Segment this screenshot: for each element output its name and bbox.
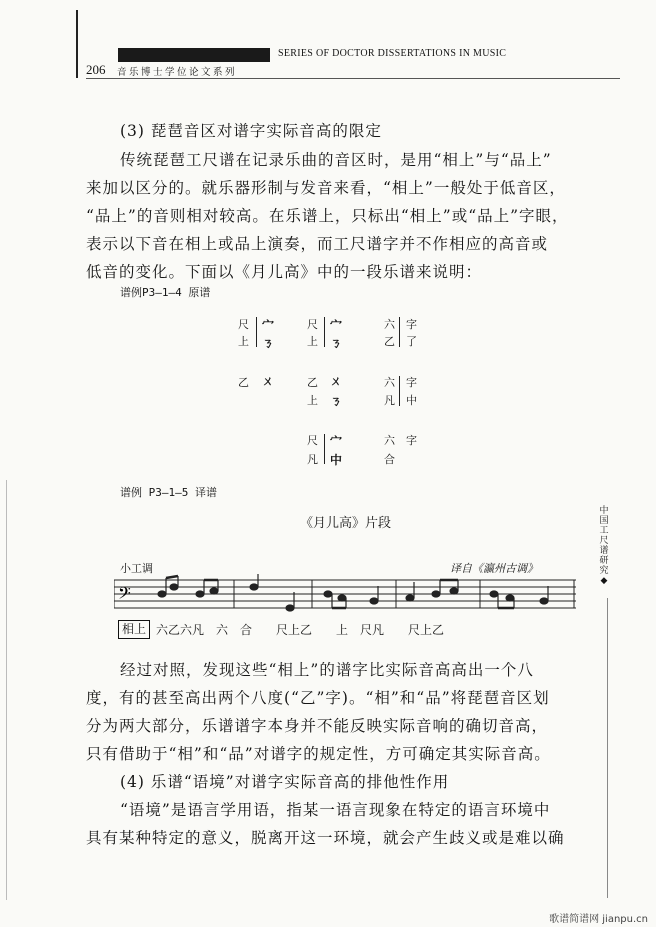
- section3-heading: (3) 琵琶音区对谱字实际音高的限定: [120, 122, 382, 140]
- notation-bar: [399, 317, 400, 347]
- tablature-glyph: 宀: [330, 318, 343, 332]
- paragraph-line: 表示以下音在相上或品上演奏，而工尺谱字并不作相应的高音或: [86, 235, 549, 253]
- notation-bar: [256, 317, 257, 347]
- page-number: 206: [86, 62, 106, 77]
- notation-char: 六: [384, 434, 395, 447]
- notation-side-char: 中: [406, 394, 417, 407]
- paragraph-line: 低音的变化。下面以《月儿高》中的一段乐谱来说明：: [86, 263, 483, 281]
- paragraph-line: 只有借助于“相”和“品”对谱字的规定性，方可确定其实际音高。: [86, 745, 551, 763]
- paragraph-line: 具有某种特定的意义，脱离开这一环境，就会产生歧义或是难以确: [86, 829, 565, 847]
- key-label: 小工调: [120, 562, 153, 575]
- header-black-bar: [118, 48, 270, 62]
- paragraph-line: 分为两大部分，乐谱谱字本身并不能反映实际音响的确切音高，: [86, 717, 549, 735]
- paragraph-line: 来加以区分的。就乐器形制与发音来看，“相上”一般处于低音区，: [86, 179, 566, 197]
- header-left-rule: [76, 10, 78, 78]
- notation-bar: [324, 434, 325, 464]
- notation-char: 上: [238, 335, 249, 348]
- tablature-glyph: ㄋ: [330, 336, 343, 350]
- side-running-title: 中国工尺谱研究◆: [599, 506, 609, 586]
- excerpt-title: 《月儿高》片段: [300, 516, 392, 531]
- notation-char: 上: [307, 335, 318, 348]
- notation-char: 凡: [307, 453, 318, 466]
- notation-char: 凡: [384, 394, 395, 407]
- notation-char: 尺: [307, 434, 318, 447]
- source-label: 译自《瀛州古调》: [450, 562, 538, 575]
- section4-heading: (4) 乐谱“语境”对谱字实际音高的排他性作用: [120, 773, 450, 791]
- tablature-glyph: ㄋ: [262, 336, 275, 350]
- tablature-glyph: 宀: [330, 434, 343, 448]
- example2-caption: 谱例 P3—1—5 译谱: [120, 486, 217, 499]
- notation-char: 六: [384, 376, 395, 389]
- paragraph-line: “品上”的音则相对较高。在乐谱上，只标出“相上”或“品上”字眼，: [86, 207, 569, 225]
- tablature-glyph: 宀: [262, 318, 275, 332]
- notation-side-char: 了: [406, 335, 417, 348]
- notation-side-char: 字: [406, 376, 417, 389]
- header-divider: [86, 78, 620, 79]
- mode-box-xiangshang: 相上: [118, 620, 150, 639]
- notation-bar: [399, 376, 400, 406]
- side-rule: [607, 598, 608, 898]
- notation-char: 乙: [307, 376, 318, 389]
- tablature-glyph: ㄨ: [330, 374, 343, 388]
- paragraph-line: 经过对照，发现这些“相上”的谱字比实际音高高出一个八: [120, 661, 534, 679]
- series-title: SERIES OF DOCTOR DISSERTATIONS IN MUSIC: [278, 48, 507, 59]
- notation-char: 乙: [238, 376, 249, 389]
- notation-char: 尺: [238, 318, 249, 331]
- notation-char: 合: [384, 453, 395, 466]
- notation-char: 上: [307, 394, 318, 407]
- watermark: 歌谱简谱网 jianpu.cn: [549, 914, 648, 925]
- notation-char: 尺: [307, 318, 318, 331]
- notation-bar: [324, 317, 325, 347]
- notation-side-char: 字: [406, 434, 417, 447]
- scan-edge-line: [6, 480, 7, 900]
- notation-char: 六: [384, 318, 395, 331]
- example1-caption: 谱例P3—1—4 原谱: [120, 286, 211, 299]
- paragraph-line: 度，有的甚至高出两个八度(“乙”字)。“相”和“品”将琵琶音区划: [86, 689, 550, 707]
- notation-char: 乙: [384, 335, 395, 348]
- tablature-glyph: ㄋ: [330, 394, 343, 408]
- paragraph-line: “语境”是语言学用语，指某一语言现象在特定的语言环境中: [120, 801, 551, 819]
- series-title-cn: 音乐博士学位论文系列: [117, 67, 238, 78]
- notation-side-char: 字: [406, 318, 417, 331]
- gongche-syllables: 六乙六凡 六 合 尺上乙 上 尺凡 尺上乙: [156, 623, 445, 637]
- tablature-glyph: ㄨ: [262, 374, 275, 388]
- bass-clef-icon: 𝄢: [118, 583, 131, 607]
- tablature-glyph: 中: [330, 453, 343, 467]
- paragraph-line: 传统琵琶工尺谱在记录乐曲的音区时，是用“相上”与“品上”: [120, 151, 552, 169]
- music-staff: [114, 574, 584, 616]
